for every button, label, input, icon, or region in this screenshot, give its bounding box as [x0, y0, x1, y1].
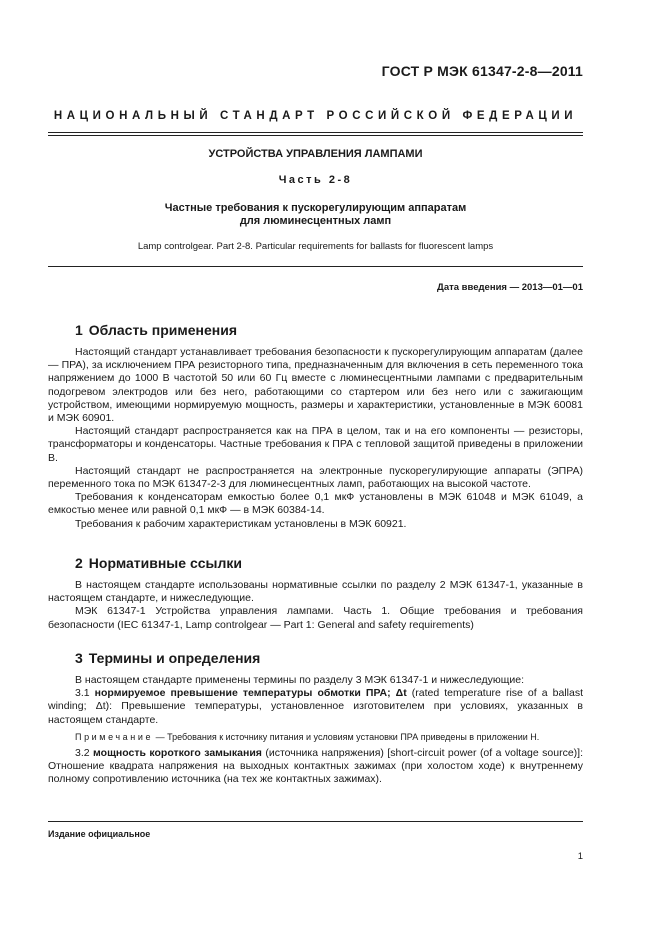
- document-code: ГОСТ Р МЭК 61347-2-8—2011: [381, 63, 583, 79]
- title-rule: [48, 266, 583, 267]
- paragraph: МЭК 61347-1 Устройства управления лампами. Часть 1. Общие требования и требования безопасности (IEC 61347-1, Lamp controlgear — Part 1: General and safety requirements): [48, 605, 583, 631]
- term-number: 3.2: [75, 746, 90, 759]
- subtitle-line-2: для люминесцентных ламп: [239, 215, 392, 227]
- term-text: (rated temperature rise of a ballast winding; Δt): Превышение температуры, установленное изготовителем при условиях, указанных в настоящем стандарте.: [48, 687, 583, 726]
- note-label: Примечание: [75, 731, 154, 742]
- paragraph: Настоящий стандарт не распространяется на электронные пускорегулирующие аппараты (ЭПРА) переменного тока по МЭК 61347-2-3 для люминесцентных ламп, работающих на высокой частоте.: [48, 464, 583, 491]
- section-terms-definitions: [48, 650, 583, 786]
- section-number: 2: [75, 555, 83, 571]
- section-scope: [48, 322, 583, 531]
- section-number: 3: [75, 650, 83, 666]
- paragraph: Требования к конденсаторам емкостью более 0,1 мкФ установлены в МЭК 61048 и МЭК 61049, а емкостью менее или равной 0,1 мкФ — в МЭК 60384-14.: [48, 491, 583, 517]
- paragraph: Настоящий стандарт устанавливает требования безопасности к пускорегулирующим аппаратам (далее — ПРА), за исключением ПРА резисторного типа, предназначенным для включения в сеть переменного тока напряжением до 1000 В частотой 50 или 60 Гц вместе с люминесцентными лампами с предварительным подогревом электродов или без него, работающими со стартером или без него или с зажигающим устройством, имеющими нормируемую мощность, размеры и характеристики, установленные в МЭК 60081 и МЭК 60901.: [48, 346, 583, 425]
- section-heading: [75, 322, 583, 338]
- term-text: (источника напряжения) [short-circuit power (of a voltage source)]: Отношение квадрата напряжения на выходных контактных зажимах (при холостом ходе) к внутреннему полному сопротивлению источника (на тех же контактных зажимах).: [48, 746, 583, 786]
- paragraph: Настоящий стандарт распространяется как на ПРА в целом, так и на его компоненты — резисторы, трансформаторы и конденсаторы. Частные требования к ПРА с тепловой защитой приведены в приложении В.: [48, 425, 583, 464]
- subtitle-line-1: Частные требования к пускорегулирующим аппаратам: [164, 202, 467, 214]
- term-definition-3-2: [48, 747, 583, 787]
- section-title: Термины и определения: [88, 650, 261, 666]
- english-title: Lamp controlgear. Part 2-8. Particular requirements for ballasts for fluorescent lamps: [137, 241, 494, 252]
- section-normative-references: [48, 555, 583, 632]
- term-number: 3.1: [75, 687, 90, 700]
- section-heading: [75, 555, 583, 571]
- section-number: 1: [75, 322, 83, 338]
- note: [48, 731, 583, 743]
- footer-rule: [48, 821, 583, 822]
- section-title: Область применения: [88, 322, 238, 338]
- standard-part: Часть 2-8: [278, 174, 353, 186]
- paragraph: Требования к рабочим характеристикам установлены в МЭК 60921.: [75, 517, 407, 530]
- header-double-rule: [48, 132, 583, 133]
- national-standard-heading: НАЦИОНАЛЬНЫЙ СТАНДАРТ РОССИЙСКОЙ ФЕДЕРАЦИИ: [53, 110, 578, 122]
- term-name: нормируемое превышение температуры обмотки ПРА; Δt: [94, 687, 407, 700]
- standard-subtitle: [48, 202, 583, 228]
- standard-title: УСТРОЙСТВА УПРАВЛЕНИЯ ЛАМПАМИ: [208, 148, 423, 160]
- term-definition-3-1: [48, 687, 583, 727]
- section-title: Нормативные ссылки: [88, 555, 242, 571]
- paragraph: В настоящем стандарте использованы нормативные ссылки по разделу 2 МЭК 61347-1, указанные в настоящем стандарте, и нижеследующие.: [48, 579, 583, 605]
- introduction-date: Дата введения — 2013—01—01: [437, 282, 583, 293]
- section-heading: [75, 650, 583, 666]
- edition-label: Издание официальное: [48, 829, 151, 839]
- note-text: — Требования к источнику питания и условиям установки ПРА приведены в приложении Н.: [153, 731, 540, 742]
- paragraph: В настоящем стандарте применены термины по разделу 3 МЭК 61347-1 и нижеследующие:: [75, 674, 525, 686]
- page-number: 1: [577, 851, 583, 862]
- term-name: мощность короткого замыкания: [93, 746, 262, 759]
